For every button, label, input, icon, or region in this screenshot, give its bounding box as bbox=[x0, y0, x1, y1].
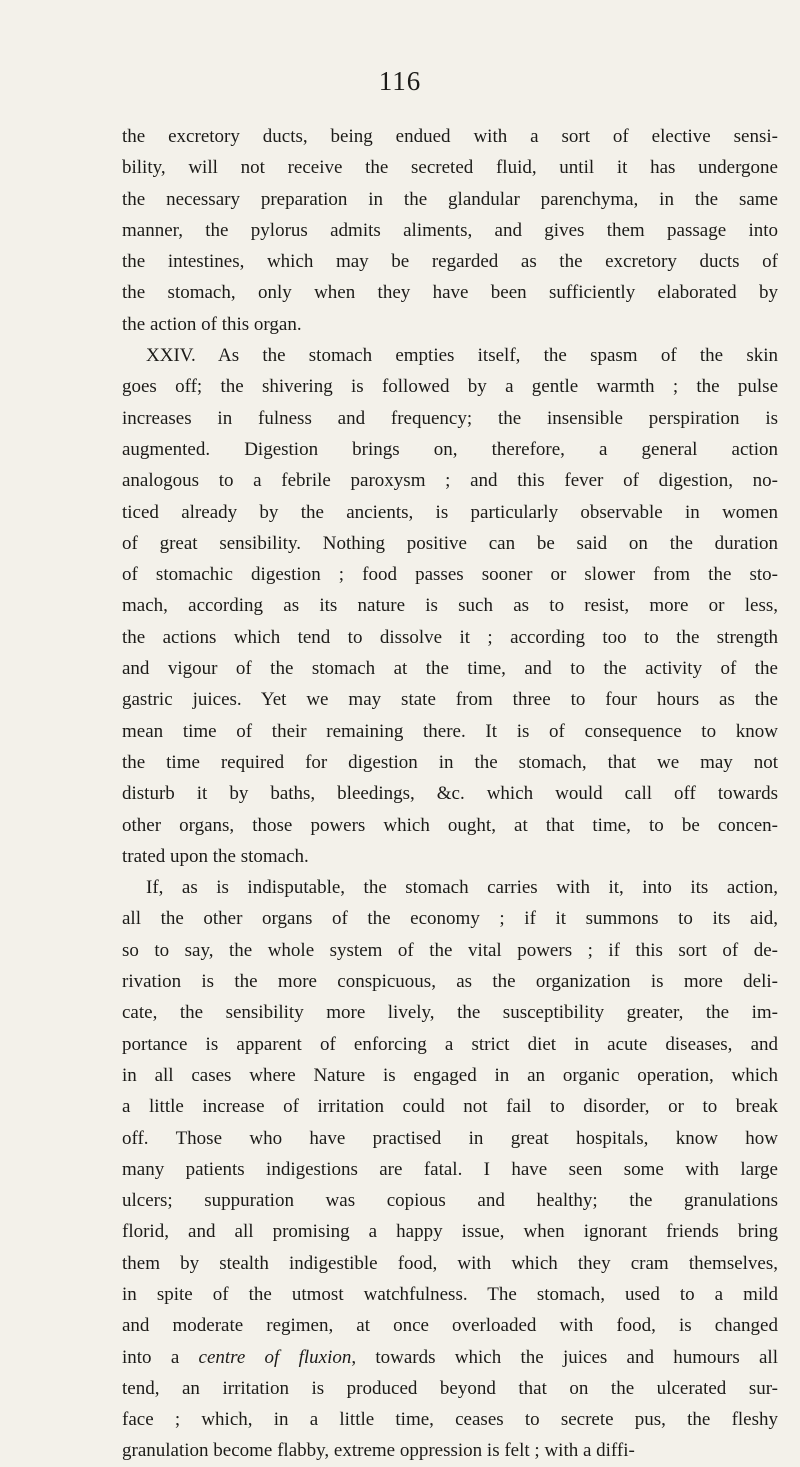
text-line: the intestines, which may be regarded as the excretory ducts of bbox=[122, 251, 778, 273]
text-line: rivation is the more conspicuous, as the organization is more deli- bbox=[122, 971, 778, 993]
text-line: cate, the sensibility more lively, the susceptibility greater, the im- bbox=[122, 1002, 778, 1024]
text-line: bility, will not receive the secreted fluid, until it has undergone bbox=[122, 157, 778, 179]
text-line: analogous to a febrile paroxysm ; and this fever of digestion, no- bbox=[122, 470, 778, 492]
text-line: florid, and all promising a happy issue, when ignorant friends bring bbox=[122, 1221, 778, 1243]
italic-phrase: centre of fluxion bbox=[198, 1346, 352, 1368]
text-line: trated upon the stomach. bbox=[122, 845, 309, 867]
text-line: tend, an irritation is produced beyond that on the ulcerated sur- bbox=[122, 1377, 778, 1399]
text-line: disturb it by baths, bleedings, &c. which would call off towards bbox=[122, 783, 778, 805]
text-line: all the other organs of the economy ; if it summons to its aid, bbox=[122, 908, 778, 930]
text-line: manner, the pylorus admits aliments, and gives them passage into bbox=[122, 219, 778, 241]
text-line: into a centre of fluxion, towards which the juices and humours all bbox=[122, 1346, 778, 1368]
body-text bbox=[122, 121, 778, 1467]
text-line: gastric juices. Yet we may state from three to four hours as the bbox=[122, 689, 778, 711]
text-line: ulcers; suppuration was copious and healthy; the granulations bbox=[122, 1190, 778, 1212]
text-line: in spite of the utmost watchfulness. The stomach, used to a mild bbox=[122, 1283, 778, 1305]
text-line: the stomach, only when they have been sufficiently elaborated by bbox=[122, 282, 778, 304]
text-line: a little increase of irritation could not fail to disorder, or to break bbox=[122, 1096, 778, 1118]
paragraph bbox=[122, 340, 778, 872]
text-line: ticed already by the ancients, is particularly observable in women bbox=[122, 501, 778, 523]
text-line: augmented. Digestion brings on, therefore, a general action bbox=[122, 438, 778, 460]
text-line: granulation become flabby, extreme oppression is felt ; with a diffi- bbox=[122, 1440, 635, 1462]
text-line: and vigour of the stomach at the time, and to the activity of the bbox=[122, 658, 778, 680]
text-line: of stomachic digestion ; food passes sooner or slower from the sto- bbox=[122, 564, 778, 586]
text-line: of great sensibility. Nothing positive can be said on the duration bbox=[122, 532, 778, 554]
text-line: portance is apparent of enforcing a strict diet in acute diseases, and bbox=[122, 1033, 778, 1055]
text-line: them by stealth indigestible food, with which they cram themselves, bbox=[122, 1252, 778, 1274]
page-number: 116 bbox=[378, 66, 422, 96]
text-line: many patients indigestions are fatal. I have seen some with large bbox=[122, 1158, 778, 1180]
text-line: mean time of their remaining there. It is of consequence to know bbox=[122, 720, 778, 742]
paragraph bbox=[122, 872, 778, 1467]
text-line: other organs, those powers which ought, at that time, to be concen- bbox=[122, 814, 778, 836]
text-line: the actions which tend to dissolve it ; according too to the strength bbox=[122, 626, 778, 648]
text-line: mach, according as its nature is such as to resist, more or less, bbox=[122, 595, 778, 617]
text-line: face ; which, in a little time, ceases to secrete pus, the fleshy bbox=[122, 1409, 778, 1431]
text-line: the action of this organ. bbox=[122, 313, 302, 335]
text-line: off. Those who have practised in great hospitals, know how bbox=[122, 1127, 778, 1149]
text-line: so to say, the whole system of the vital powers ; if this sort of de- bbox=[122, 939, 778, 961]
text-line: and moderate regimen, at once overloaded with food, is changed bbox=[122, 1315, 778, 1337]
text-line: in all cases where Nature is engaged in an organic operation, which bbox=[122, 1064, 778, 1086]
text-line: increases in fulness and frequency; the insensible perspiration is bbox=[122, 407, 778, 429]
text-line: If, as is indisputable, the stomach carries with it, into its action, bbox=[146, 877, 778, 899]
text-line: goes off; the shivering is followed by a gentle warmth ; the pulse bbox=[122, 376, 778, 398]
text-line: the necessary preparation in the glandular parenchyma, in the same bbox=[122, 188, 778, 210]
text-line: XXIV. As the stomach empties itself, the spasm of the skin bbox=[146, 345, 778, 367]
text-line: the time required for digestion in the stomach, that we may not bbox=[122, 751, 778, 773]
paragraph bbox=[122, 121, 778, 340]
text-line: the excretory ducts, being endued with a sort of elective sensi- bbox=[122, 126, 778, 147]
